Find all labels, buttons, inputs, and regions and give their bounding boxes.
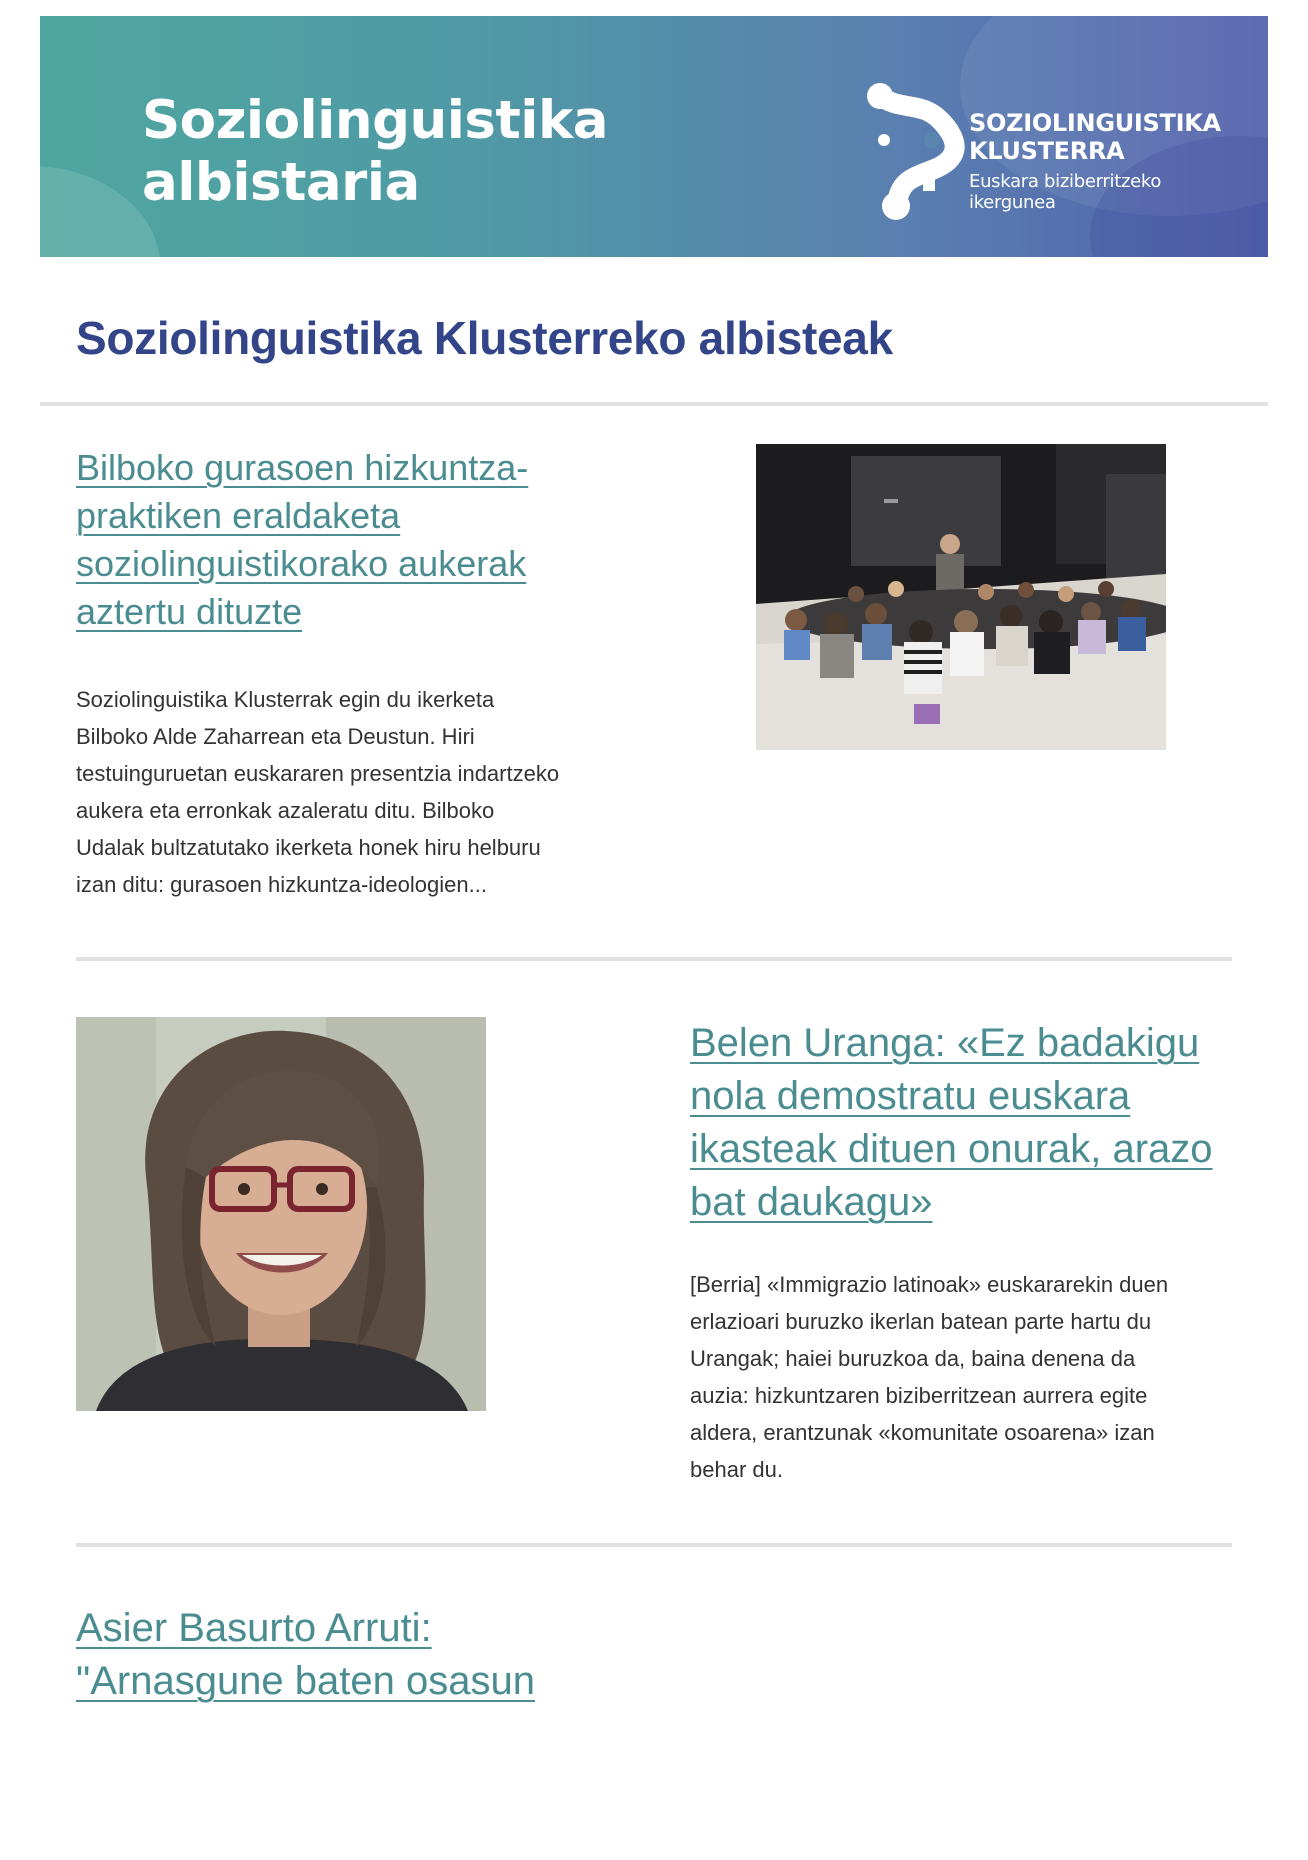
excerpt-line: behar du. — [690, 1457, 783, 1482]
newsletter-banner — [40, 16, 1268, 257]
article-title-line: praktiken eraldaketa — [76, 495, 401, 536]
excerpt-line: testuinguruetan euskararen presentzia indartzeko — [76, 761, 560, 786]
article-image-children-session[interactable] — [756, 444, 1166, 750]
excerpt-line: izan ditu: gurasoen hizkuntza-ideologien... — [76, 872, 487, 897]
divider — [40, 402, 1268, 406]
article-title-line: Bilboko gurasoen hizkuntza- — [76, 447, 529, 488]
article-title-line: nola demostratu euskara — [690, 1074, 1131, 1118]
article-title-line: Asier Basurto Arruti: — [76, 1606, 432, 1650]
klusterra-logo-text — [969, 109, 1221, 213]
article-excerpt — [690, 1266, 1168, 1488]
article-title-line: bat daukagu» — [690, 1180, 933, 1224]
article-title-line: aztertu dituzte — [76, 591, 303, 632]
article-title-link[interactable] — [76, 444, 636, 636]
article-image-belen-uranga[interactable] — [76, 1017, 486, 1411]
excerpt-line: Udalak bultzatutako ikerketa honek hiru helburu — [76, 835, 541, 860]
excerpt-line: Soziolinguistika Klusterrak egin du ikerketa — [76, 687, 495, 712]
article-title-line: soziolinguistikorako aukerak — [76, 543, 527, 584]
article-excerpt — [76, 681, 559, 903]
article-title-link[interactable] — [690, 1017, 1250, 1229]
section-title: Soziolinguistika Klusterreko albisteak — [76, 312, 893, 364]
article-title-line: Belen Uranga: «Ez badakigu — [690, 1021, 1200, 1065]
article-title-line: ikasteak dituen onurak, arazo — [690, 1127, 1213, 1171]
excerpt-line: aukera eta erronkak azaleratu ditu. Bilboko — [76, 798, 495, 823]
excerpt-line: Urangak; haiei buruzkoa da, baina denena da — [690, 1346, 1136, 1371]
logo-line: KLUSTERRA — [969, 137, 1125, 165]
klusterra-logo-icon — [862, 82, 972, 222]
excerpt-line: erlazioari buruzko ikerlan batean parte hartu du — [690, 1309, 1152, 1334]
excerpt-line: aldera, erantzunak «komunitate osoarena» izan — [690, 1420, 1155, 1445]
article-title-line: "Arnasgune baten osasun — [76, 1659, 535, 1703]
logo-tagline: ikergunea — [969, 192, 1056, 213]
excerpt-line: auzia: hizkuntzaren biziberritzean aurrera egite — [690, 1383, 1148, 1408]
excerpt-line: Bilboko Alde Zaharrean eta Deustun. Hiri — [76, 724, 475, 749]
newsletter-title-line: Soziolinguistika — [142, 90, 608, 151]
logo-tagline: Euskara biziberritzeko — [969, 171, 1162, 192]
logo-line: SOZIOLINGUISTIKA — [969, 109, 1221, 137]
divider — [76, 957, 1232, 961]
newsletter-title — [142, 90, 608, 214]
newsletter-title-line: albistaria — [142, 152, 420, 213]
divider — [76, 1543, 1232, 1547]
excerpt-line: [Berria] «Immigrazio latinoak» euskararekin duen — [690, 1272, 1169, 1297]
article-title-link[interactable] — [76, 1602, 776, 1708]
